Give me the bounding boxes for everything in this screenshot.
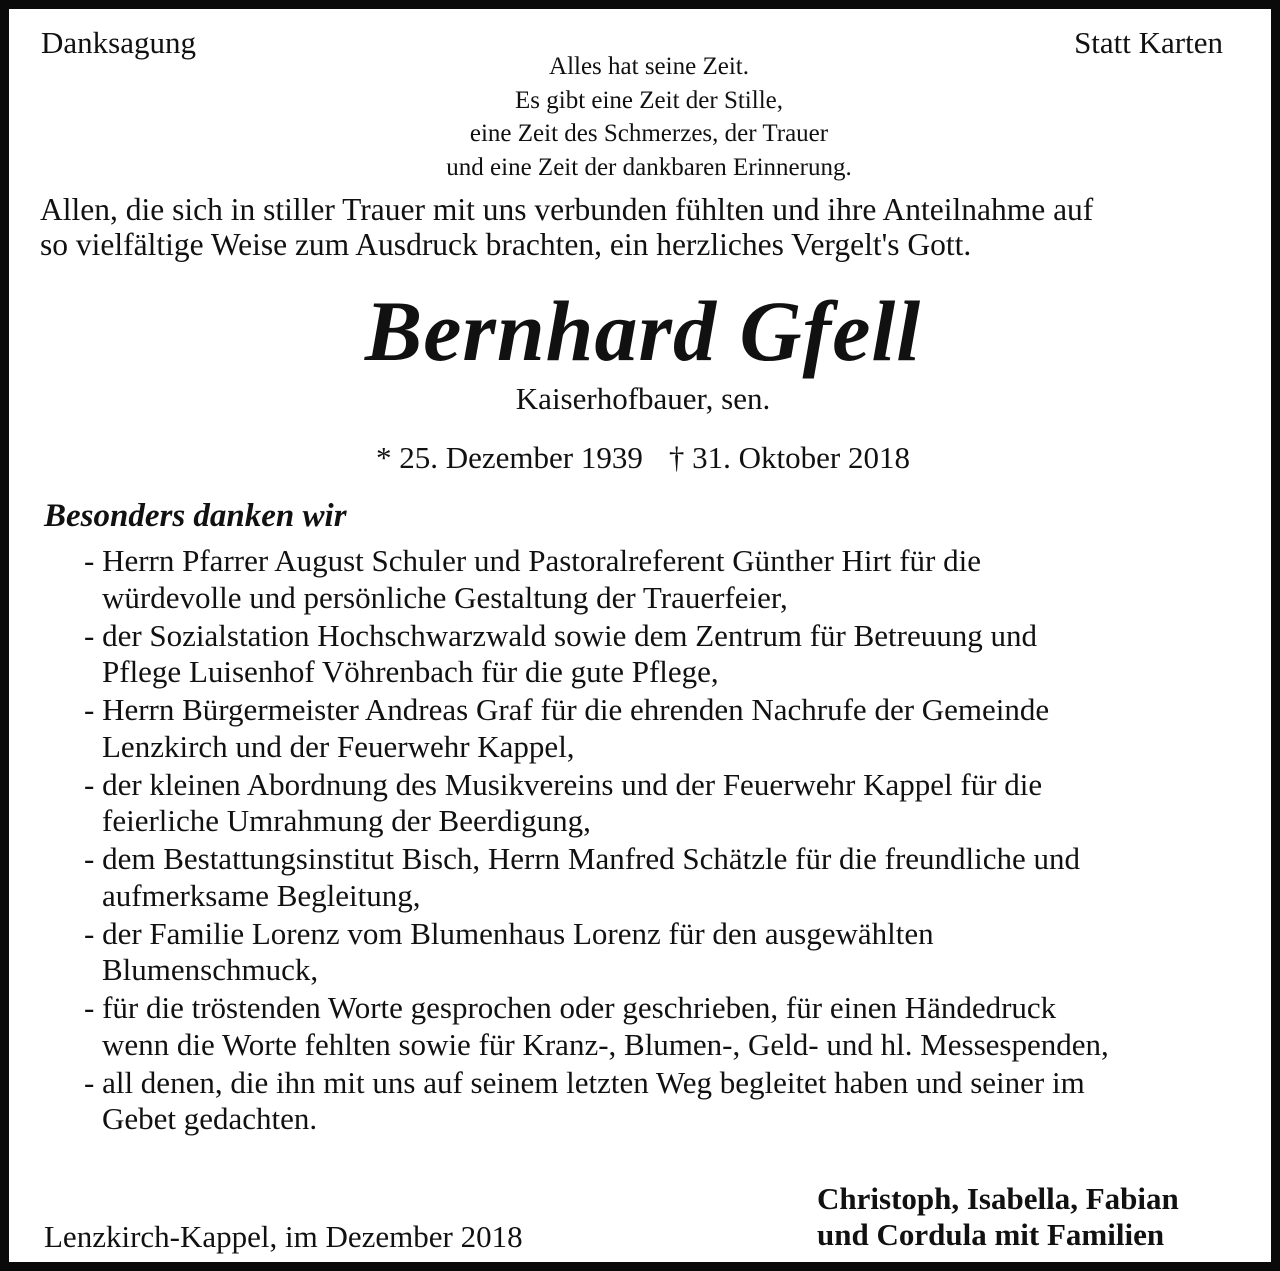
deceased-name: Bernhard Gfell bbox=[364, 283, 922, 379]
header-left-label: Danksagung bbox=[41, 25, 196, 60]
list-item-line: Blumenschmuck, bbox=[102, 952, 319, 987]
thanks-heading: Besonders danken wir bbox=[44, 498, 347, 534]
signer-line: Christoph, Isabella, Fabian bbox=[817, 1181, 1179, 1216]
list-item-line: - dem Bestattungsinstitut Bisch, Herrn Manfred Schätzle für die freundliche und bbox=[84, 841, 1081, 876]
death-date: † 31. Oktober 2018 bbox=[668, 440, 910, 475]
closing-place-date: Lenzkirch-Kappel, im Dezember 2018 bbox=[44, 1219, 523, 1254]
list-item bbox=[84, 618, 1264, 691]
list-item-line: feierliche Umrahmung der Beerdigung, bbox=[102, 803, 591, 838]
poem bbox=[9, 50, 1280, 184]
list-item-line: - für die tröstenden Worte gesprochen oder geschrieben, für einen Händedruck bbox=[84, 990, 1057, 1025]
signer-line: und Cordula mit Familien bbox=[817, 1217, 1165, 1252]
life-dates bbox=[9, 440, 1277, 476]
list-item-line: wenn die Worte fehlten sowie für Kranz-, Blumen-, Geld- und hl. Messespenden, bbox=[102, 1026, 1109, 1062]
intro-line: Allen, die sich in stiller Trauer mit uns verbunden fühlten und ihre Anteilnahme auf bbox=[40, 192, 1094, 227]
list-item-line: Gebet gedachten. bbox=[102, 1101, 318, 1136]
birth-date: * 25. Dezember 1939 bbox=[376, 440, 643, 475]
list-item bbox=[84, 1065, 1264, 1138]
list-item-line: - Herrn Bürgermeister Andreas Graf für die ehrenden Nachrufe der Gemeinde bbox=[84, 692, 1050, 727]
list-item bbox=[84, 841, 1264, 914]
list-item bbox=[84, 916, 1264, 989]
list-item-line: Lenzkirch und der Feuerwehr Kappel, bbox=[102, 728, 575, 764]
list-item-line: - der Familie Lorenz vom Blumenhaus Lorenz für den ausgewählten bbox=[84, 915, 934, 951]
list-item-line: - der kleinen Abordnung des Musikvereins und der Feuerwehr Kappel für die bbox=[84, 766, 1043, 802]
poem-line: eine Zeit des Schmerzes, der Trauer bbox=[469, 120, 829, 147]
list-item bbox=[84, 543, 1264, 616]
intro-text bbox=[40, 192, 1250, 262]
poem-line: und eine Zeit der dankbaren Erinnerung. bbox=[446, 153, 852, 181]
list-item bbox=[84, 692, 1264, 765]
list-item-line: aufmerksame Begleitung, bbox=[102, 877, 421, 913]
list-item-line: - der Sozialstation Hochschwarzwald sowie dem Zentrum für Betreuung und bbox=[84, 617, 1037, 653]
thanks-list bbox=[84, 543, 1264, 1138]
list-item-line: - all denen, die ihn mit uns auf seinem letzten Weg begleitet haben und seiner im bbox=[84, 1064, 1085, 1100]
poem-line: Es gibt eine Zeit der Stille, bbox=[515, 86, 783, 114]
list-item-line: Pflege Luisenhof Vöhrenbach für die gute Pflege, bbox=[102, 654, 719, 689]
list-item bbox=[84, 767, 1264, 840]
intro-line: so vielfältige Weise zum Ausdruck brachten, ein herzliches Vergelt's Gott. bbox=[40, 227, 972, 262]
poem-line: Alles hat seine Zeit. bbox=[549, 53, 749, 80]
deceased-subtitle: Kaiserhofbauer, sen. bbox=[515, 381, 771, 416]
list-item bbox=[84, 990, 1264, 1063]
list-item-line: würdevolle und persönliche Gestaltung der Trauerfeier, bbox=[102, 579, 788, 615]
list-item-line: - Herrn Pfarrer August Schuler und Pastoralreferent Günther Hirt für die bbox=[84, 543, 981, 578]
header-right-label: Statt Karten bbox=[1074, 25, 1223, 60]
signers bbox=[817, 1181, 1179, 1253]
